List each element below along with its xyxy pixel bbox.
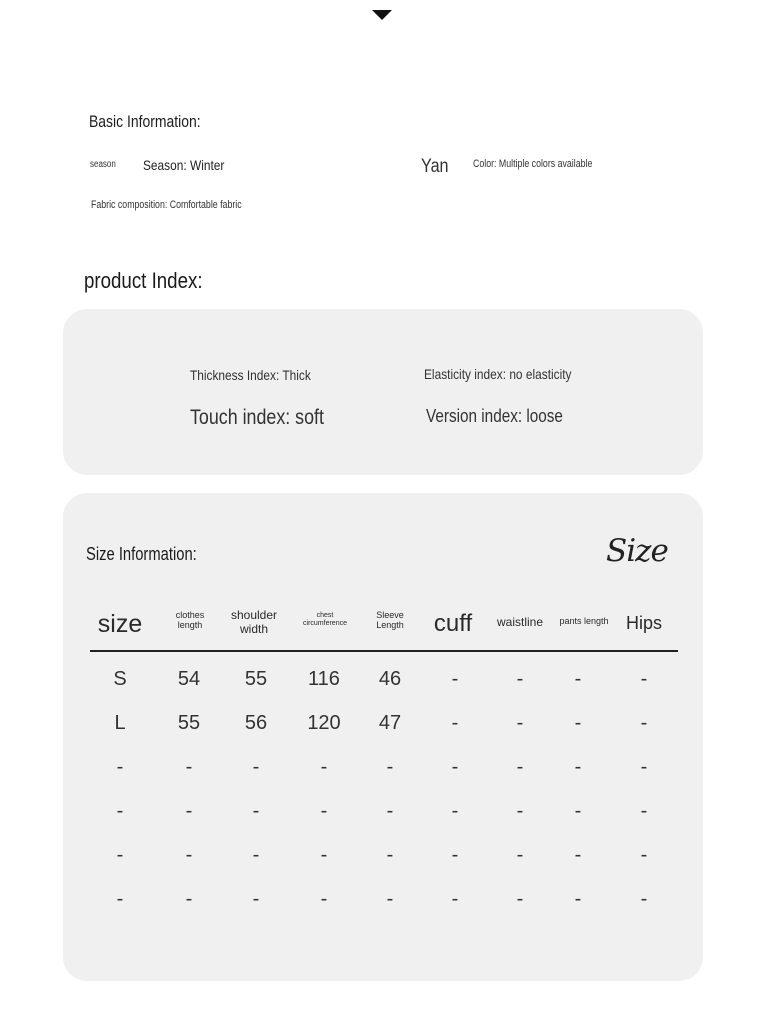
- table-cell: -: [252, 800, 260, 822]
- size-info-title: Size Information:: [86, 544, 197, 564]
- header-chest-circumference: chest circumference: [303, 612, 347, 628]
- table-cell: -: [516, 668, 524, 690]
- table-cell: -: [320, 800, 328, 822]
- table-cell: -: [574, 888, 582, 910]
- table-cell: -: [640, 888, 648, 910]
- table-cell: -: [185, 888, 193, 910]
- table-cell: -: [185, 844, 193, 866]
- header-divider: [90, 650, 678, 652]
- header-size: size: [97, 610, 143, 638]
- table-cell: S: [113, 668, 127, 690]
- color-info: Color: Multiple colors available: [473, 158, 593, 170]
- table-cell: 47: [378, 712, 402, 734]
- table-cell: -: [116, 800, 124, 822]
- table-cell: -: [574, 668, 582, 690]
- basic-info-title: Basic Information:: [89, 112, 201, 131]
- product-index-title: product Index:: [84, 268, 203, 293]
- table-cell: -: [185, 756, 193, 778]
- elasticity-index: Elasticity index: no elasticity: [424, 366, 572, 382]
- touch-index: Touch index: soft: [190, 406, 324, 429]
- table-cell: -: [516, 800, 524, 822]
- table-cell: -: [451, 888, 459, 910]
- header-sleeve-length: Sleeve Length: [376, 610, 404, 631]
- table-cell: -: [252, 844, 260, 866]
- table-cell: -: [386, 888, 394, 910]
- season-value: Season: Winter: [143, 157, 225, 173]
- table-cell: -: [451, 756, 459, 778]
- table-cell: L: [114, 712, 126, 734]
- table-cell: 116: [308, 668, 340, 690]
- header-pants-length: pants length: [559, 616, 609, 626]
- table-cell: -: [451, 668, 459, 690]
- table-cell: -: [574, 756, 582, 778]
- table-cell: -: [640, 800, 648, 822]
- table-cell: -: [386, 756, 394, 778]
- table-cell: -: [516, 712, 524, 734]
- table-cell: 55: [244, 668, 268, 690]
- table-cell: -: [320, 888, 328, 910]
- product-index-panel: [63, 309, 703, 475]
- table-cell: -: [451, 712, 459, 734]
- dropdown-arrow-icon: [372, 10, 392, 20]
- table-cell: -: [574, 712, 582, 734]
- table-cell: 56: [244, 712, 268, 734]
- table-cell: 54: [177, 668, 201, 690]
- table-cell: -: [640, 756, 648, 778]
- table-cell: -: [451, 800, 459, 822]
- header-hips: Hips: [625, 613, 662, 633]
- table-cell: -: [516, 844, 524, 866]
- season-small-label: season: [90, 159, 116, 170]
- table-cell: -: [320, 844, 328, 866]
- table-cell: -: [640, 712, 648, 734]
- table-cell: -: [116, 844, 124, 866]
- table-cell: -: [574, 800, 582, 822]
- yan-label: Yan: [421, 156, 449, 177]
- table-cell: -: [320, 756, 328, 778]
- table-cell: -: [386, 844, 394, 866]
- table-cell: 46: [378, 668, 402, 690]
- table-cell: -: [252, 888, 260, 910]
- table-cell: -: [185, 800, 193, 822]
- header-clothes-length: clothes length: [175, 610, 205, 631]
- version-index: Version index: loose: [426, 406, 563, 426]
- table-cell: -: [574, 844, 582, 866]
- fabric-info: Fabric composition: Comfortable fabric: [91, 199, 242, 211]
- table-cell: -: [116, 888, 124, 910]
- size-logo: Size: [606, 533, 668, 569]
- table-cell: -: [640, 668, 648, 690]
- table-cell: 120: [307, 712, 341, 734]
- header-cuff: cuff: [433, 610, 473, 637]
- table-cell: -: [451, 844, 459, 866]
- table-cell: -: [386, 800, 394, 822]
- table-cell: -: [116, 756, 124, 778]
- header-waistline: waistline: [496, 615, 544, 629]
- table-cell: -: [640, 844, 648, 866]
- table-cell: 55: [177, 712, 201, 734]
- table-cell: -: [516, 888, 524, 910]
- thickness-index: Thickness Index: Thick: [190, 367, 311, 383]
- header-shoulder-width: shoulder width: [230, 608, 278, 636]
- table-cell: -: [252, 756, 260, 778]
- table-cell: -: [516, 756, 524, 778]
